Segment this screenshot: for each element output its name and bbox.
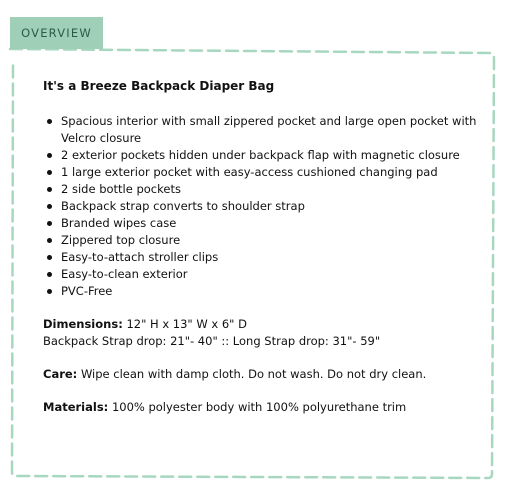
list-item: Backpack strap converts to shoulder strap bbox=[61, 198, 483, 215]
product-title: It's a Breeze Backpack Diaper Bag bbox=[43, 79, 275, 93]
bullet-icon bbox=[47, 187, 52, 192]
strap-drop-text: Backpack Strap drop: 21"- 40" :: Long Strap drop: 31"- 59" bbox=[43, 334, 381, 348]
list-item: Easy-to-attach stroller clips bbox=[61, 249, 483, 266]
materials-value: 100% polyester body with 100% polyurethane trim bbox=[111, 400, 407, 414]
materials-label: Materials bbox=[43, 400, 104, 414]
care-value: Wipe clean with damp cloth. Do not wash. Do not dry clean. bbox=[80, 367, 427, 381]
care-label: Care bbox=[43, 367, 73, 381]
dimensions-value: 12" H x 13" W x 6" D bbox=[126, 317, 247, 331]
list-item: 1 large exterior pocket with easy-access cushioned changing pad bbox=[61, 164, 483, 181]
list-item: Spacious interior with small zippered pocket and large open pocket with Velcro closure bbox=[61, 113, 483, 147]
overview-content bbox=[43, 78, 483, 416]
list-item: 2 side bottle pockets bbox=[61, 181, 483, 198]
dimensions-section: Dimensions: 12" H x 13" W x 6" D Backpack Strap drop: 21"- 40" :: Long Strap drop: 31"- 59" bbox=[43, 316, 483, 350]
overview-tab[interactable]: OVERVIEW bbox=[10, 17, 103, 49]
dimensions-label: Dimensions bbox=[43, 317, 119, 331]
bullet-icon bbox=[47, 238, 52, 243]
bullet-icon bbox=[47, 221, 52, 226]
bullet-icon bbox=[47, 255, 52, 260]
list-item: Branded wipes case bbox=[61, 215, 483, 232]
feature-list bbox=[43, 113, 483, 300]
bullet-icon bbox=[47, 289, 52, 294]
bullet-icon bbox=[47, 272, 52, 277]
materials-section: Materials: 100% polyester body with 100% polyurethane trim bbox=[43, 400, 407, 414]
list-item: PVC-Free bbox=[61, 283, 483, 300]
list-item: 2 exterior pockets hidden under backpack flap with magnetic closure bbox=[61, 147, 483, 164]
bullet-icon bbox=[47, 204, 52, 209]
care-section: Care: Wipe clean with damp cloth. Do not wash. Do not dry clean. bbox=[43, 367, 427, 381]
list-item: Zippered top closure bbox=[61, 232, 483, 249]
list-item: Easy-to-clean exterior bbox=[61, 266, 483, 283]
bullet-icon bbox=[47, 119, 52, 124]
bullet-icon bbox=[47, 170, 52, 175]
bullet-icon bbox=[47, 153, 52, 158]
